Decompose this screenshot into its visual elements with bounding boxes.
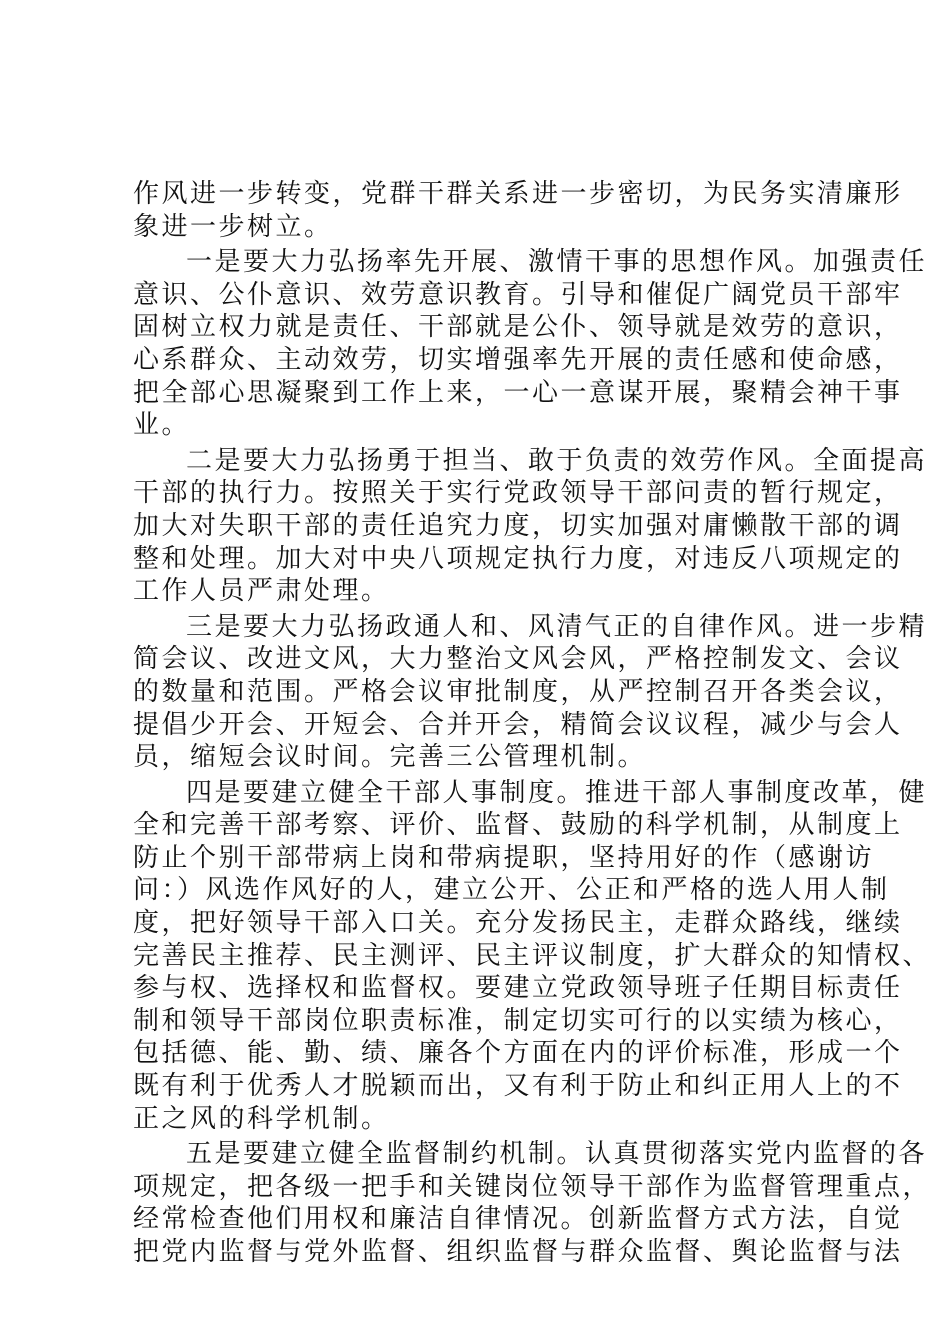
paragraph xyxy=(133,777,932,1136)
text-line: 正之风的科学机制。 xyxy=(133,1103,390,1134)
text-line: 加大对失职干部的责任追究力度，切实加强对庸懒散干部的调 xyxy=(133,510,903,541)
text-line: 五是要建立健全监督制约机制。认真贯彻落实党内监督的各 xyxy=(186,1139,928,1170)
text-line: 防止个别干部带病上岗和带病提职，坚持用好的作（感谢访 xyxy=(133,842,875,873)
text-line: 心系群众、主动效劳，切实增强率先开展的责任感和使命感， xyxy=(133,344,903,375)
text-line: 制和领导干部岗位职责标准，制定切实可行的以实绩为核心， xyxy=(133,1005,903,1036)
paragraph xyxy=(133,246,928,442)
text-line: 业。 xyxy=(133,410,191,441)
text-line: 问：）风选作风好的人，建立公开、公正和严格的选人用人制 xyxy=(133,875,890,906)
paragraph xyxy=(133,445,928,608)
text-line: 作风进一步转变，党群干群关系进一步密切，为民务实清廉形 xyxy=(133,179,903,209)
text-line: 经常检查他们用权和廉洁自律情况。创新监督方式方法，自觉 xyxy=(133,1204,903,1235)
text-line: 二是要大力弘扬勇于担当、敢于负责的效劳作风。全面提高 xyxy=(186,445,928,476)
text-line: 简会议、改进文风，大力整治文风会风，严格控制发文、会议 xyxy=(133,644,903,675)
paragraph xyxy=(133,1138,932,1268)
text-line: 提倡少开会、开短会、合并开会，精简会议议程，减少与会人 xyxy=(133,709,903,740)
document-body xyxy=(133,178,932,1269)
paragraph xyxy=(133,178,903,243)
text-line: 干部的执行力。按照关于实行党政领导干部问责的暂行规定， xyxy=(133,478,903,509)
text-line: 意识、公仆意识、效劳意识教育。引导和催促广阔党员干部牢 xyxy=(133,279,903,310)
paragraph xyxy=(133,611,928,774)
text-line: 固树立权力就是责任、干部就是公仆、领导就是效劳的意识， xyxy=(133,312,903,343)
text-line: 把全部心思凝聚到工作上来，一心一意谋开展，聚精会神干事 xyxy=(133,377,903,408)
text-line: 一是要大力弘扬率先开展、激情干事的思想作风。加强责任 xyxy=(186,247,928,278)
text-line: 工作人员严肃处理。 xyxy=(133,576,390,607)
text-line: 项规定，把各级一把手和关键岗位领导干部作为监督管理重点， xyxy=(133,1171,932,1202)
text-line: 包括德、能、勤、绩、廉各个方面在内的评价标准，形成一个 xyxy=(133,1038,903,1069)
text-line: 完善民主推荐、民主测评、民主评议制度，扩大群众的知情权、 xyxy=(133,940,932,971)
text-line: 的数量和范围。严格会议审批制度，从严控制召开各类会议， xyxy=(133,676,903,707)
text-line: 员，缩短会议时间。完善三公管理机制。 xyxy=(133,742,647,773)
text-line: 参与权、选择权和监督权。要建立党政领导班子任期目标责任 xyxy=(133,973,903,1004)
text-line: 三是要大力弘扬政通人和、风清气正的自律作风。进一步精 xyxy=(186,611,928,642)
text-line: 象进一步树立。 xyxy=(133,211,333,242)
text-line: 把党内监督与党外监督、组织监督与群众监督、舆论监督与法 xyxy=(133,1237,903,1267)
text-line: 全和完善干部考察、评价、监督、鼓励的科学机制，从制度上 xyxy=(133,810,903,841)
text-line: 既有利于优秀人才脱颖而出，又有利于防止和纠正用人上的不 xyxy=(133,1071,903,1102)
text-line: 度，把好领导干部入口关。充分发扬民主，走群众路线，继续 xyxy=(133,908,903,939)
text-line: 四是要建立健全干部人事制度。推进干部人事制度改革，健 xyxy=(186,777,928,808)
text-line: 整和处理。加大对中央八项规定执行力度，对违反八项规定的 xyxy=(133,543,903,574)
